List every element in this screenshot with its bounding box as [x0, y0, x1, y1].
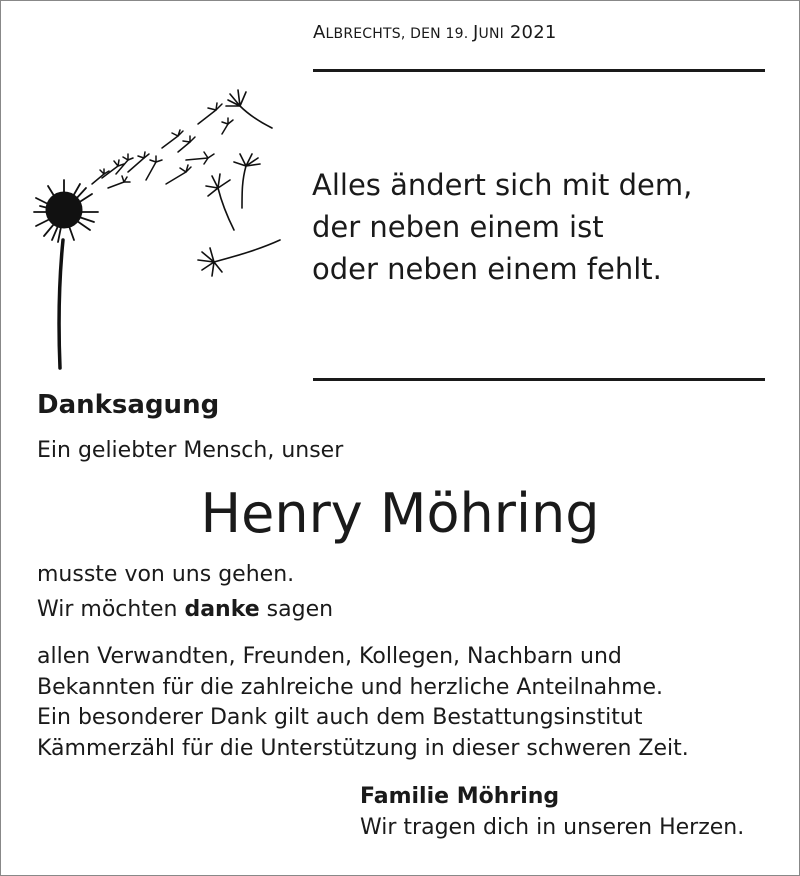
thanks-paragraph-line: allen Verwandten, Freunden, Kollegen, Nachbarn und — [37, 644, 622, 669]
deceased-name: Henry Möhring — [200, 482, 600, 545]
thanks-paragraph-line: Bekannten für die zahlreiche und herzliche Anteilnahme. — [37, 674, 664, 700]
bottom-divider — [313, 378, 765, 381]
motto-line: der neben einem ist — [312, 210, 604, 244]
motto-line: Alles ändert sich mit dem, — [312, 168, 693, 202]
thanks-paragraph-line: Kämmerzähl für die Unterstützung in dieser schweren Zeit. — [37, 735, 689, 761]
dandelion-icon — [28, 80, 288, 372]
thanks-paragraph — [37, 642, 689, 764]
thanks-line: Wir möchten danke sagen — [37, 597, 334, 622]
closing-line: Wir tragen dich in unseren Herzen. — [360, 815, 745, 840]
motto-quote — [312, 164, 692, 290]
date-line: ALBRECHTS, DEN 19. JUNI 2021 — [313, 22, 557, 43]
motto-line: oder neben einem fehlt. — [312, 252, 662, 286]
passed-line: musste von uns gehen. — [37, 562, 295, 587]
family-signature: Familie Möhring — [360, 784, 560, 809]
notice-heading: Danksagung — [37, 390, 220, 420]
intro-line: Ein geliebter Mensch, unser — [37, 438, 344, 463]
thanks-paragraph-line: Ein besonderer Dank gilt auch dem Bestattungsinstitut — [37, 705, 643, 730]
top-divider — [313, 69, 765, 72]
